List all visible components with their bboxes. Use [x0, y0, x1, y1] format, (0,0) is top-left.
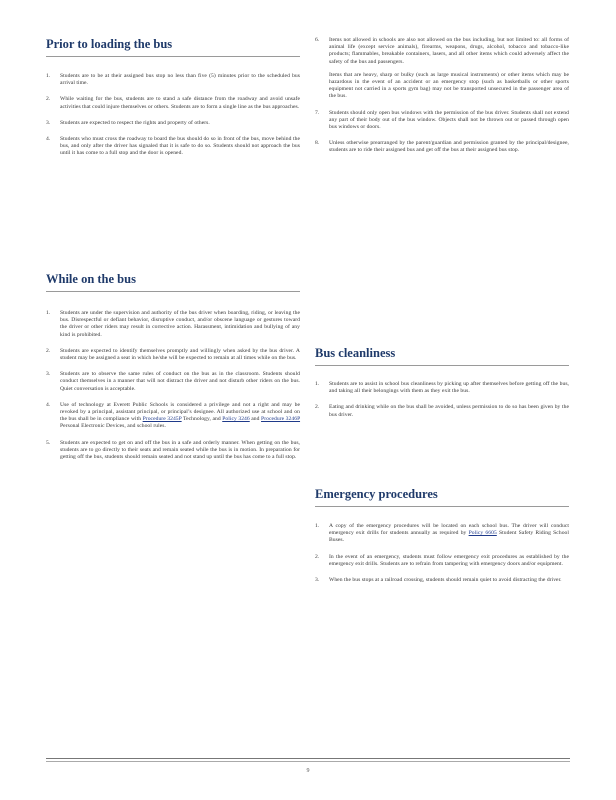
section-heading: Prior to loading the bus — [46, 37, 300, 57]
list-item: 2. Eating and drinking while on the bus shall be avoided, unless permission to do so has been given by the bus driver. — [315, 404, 569, 418]
list-item: 2. While waiting for the bus, students are to stand a safe distance from the roadway and avoid unsafe activities that could injure themselves or others. Students are to form a single line as the bus approaches. — [46, 96, 300, 110]
footer-divider — [46, 758, 570, 759]
while-list — [46, 310, 300, 461]
list-item-text: Students are under the supervision and authority of the bus driver when boarding, riding, or leaving the bus. Disrespectful or defiant behavior, disruptive conduct, and/or obscene language or gestures toward the driver or other riders may result in corrective action. Harassment, intimidation and bullying of any kind is prohibited. — [60, 310, 300, 338]
section-while-on-bus — [46, 272, 300, 470]
section-bus-cleanliness — [315, 346, 569, 428]
list-item-text: Students are expected to respect the rights and property of others. — [60, 119, 210, 126]
section-heading: While on the bus — [46, 272, 300, 292]
footer-divider — [46, 761, 570, 762]
list-item-text: Students are to assist in school bus cleanliness by picking up after themselves before getting off the bus, and taking all their belongings with them as they exit the bus. — [329, 381, 569, 395]
list-item: 4. Students who must cross the roadway to board the bus should do so in front of the bus, move behind the bus, and only after the driver has signaled that it is safe to do so. Students should not approach the bus until it has come to a full stop and the door is opened. — [46, 136, 300, 157]
section-heading: Emergency procedures — [315, 487, 569, 507]
list-item-text: Use of technology at Everett Public Schools is considered a privilege and not a right and may be revoked by a principal, assistant principal, or principal’s designee. All authorized use at school and on the bus shall be in compliance with Procedure 3245P Technology, and Policy 3246 and Procedure 3246P Personal Electronic Devices, and school rules. — [60, 401, 301, 430]
list-item-text: Students are expected to get on and off the bus in a safe and orderly manner. When getting on the bus, students are to go directly to their seats and remain seated while the bus is in motion. In preparation for getting off the bus, students should remain seated and not stand up until the bus has come to a full stop. — [60, 439, 300, 461]
cleanliness-list — [315, 381, 569, 419]
policy-6605-link[interactable]: Policy 6605 — [468, 530, 497, 537]
list-item-text: Eating and drinking while on the bus shall be avoided, unless permission to do so has been given by the bus driver. — [329, 404, 569, 418]
list-item-text: Students who must cross the roadway to board the bus should do so in front of the bus, move behind the bus, and only after the driver has signaled that it is safe to do so. Students should not approach the bus until it has come to a full stop and the door is opened. — [60, 136, 300, 157]
list-item-text: In the event of an emergency, students must follow emergency exit procedures as established by the emergency exit drills. Students are to refrain from tampering with emergency doors and/or equipment. — [329, 553, 569, 567]
list-item: 3. Students are to observe the same rules of conduct on the bus as in the classroom. Students should conduct themselves in a manner that will not distract the driver and not disturb other riders on the bus. Quiet conversation is acceptable. — [46, 371, 300, 392]
list-item: 5. Students are expected to get on and off the bus in a safe and orderly manner. When getting on the bus, students are to go directly to their seats and remain seated while the bus is in motion. In preparation for getting off the bus, students should remain seated and not stand up until the bus has come to a full stop. — [46, 439, 300, 461]
list-item-text: Students are expected to identify themselves promptly and willingly when asked by the bus driver. A student may be assigned a seat in which he/she will be expected to remain at all times while on the bus. — [60, 347, 300, 362]
list-item-text: While waiting for the bus, students are to stand a safe distance from the roadway and avoid unsafe activities that could injure themselves or others. Students are to form a single line as the bus approaches. — [60, 96, 300, 110]
list-item: 7. Students should only open bus windows with the permission of the bus driver. Students shall not extend any part of their body out of the bus window. Objects shall not be thrown out or passed through open bus windows or doors. — [315, 109, 569, 131]
list-item: 1. Students are to assist in school bus cleanliness by picking up after themselves before getting off the bus, and taking all their belongings with them as they exit the bus. — [315, 381, 569, 395]
list-item-text: A copy of the emergency procedures will be located on each school bus. The driver will conduct emergency exit drills for students annually as required by Policy 6605 Student Safety Riding School Buses. — [329, 523, 569, 544]
list-item-text: When the bus stops at a railroad crossing, students should remain quiet to avoid distracting the driver. — [329, 577, 562, 584]
list-item: 6. Items not allowed in schools are also not allowed on the bus including, but not limited to: all forms of animal life (except service animals), firearms, weapons, drugs, alcohol, tobacco and tobacco-like products; flammables, breakable containers, lasers, and all other items which could adversely affect the safety of the bus and passengers. Items that are heavy, sharp or bulky (such as large musical instruments) or other items which may be hazardous in the event of an accident or an emergency stop (such as basketballs or other sports equipment not carried in a sports gym bag) may not be transported unsecured in the passenger area of the bus. — [315, 37, 569, 100]
list-item: 2. In the event of an emergency, students must follow emergency exit procedures as established by the emergency exit drills. Students are to refrain from tampering with emergency doors and/or equipment. — [315, 553, 569, 567]
list-item: 8. Unless otherwise prearranged by the parent/guardian and permission granted by the principal/designee, students are to ride their assigned bus and get off the bus at their assigned bus stop. — [315, 140, 569, 154]
list-item: 1. Students are to be at their assigned bus stop no less than five (5) minutes prior to the scheduled bus arrival time. — [46, 73, 300, 87]
section-heading: Bus cleanliness — [315, 346, 569, 366]
list-item: 4. Use of technology at Everett Public Schools is considered a privilege and not a right and may be revoked by a principal, assistant principal, or principal’s designee. All authorized use at school and on the bus shall be in compliance with Procedure 3245P Technology, and Policy 3246 and Procedure 3246P Personal Electronic Devices, and school rules. — [46, 401, 301, 430]
list-item: 1. A copy of the emergency procedures will be located on each school bus. The driver will conduct emergency exit drills for students annually as required by Policy 6605 Student Safety Riding School Buses. — [315, 523, 569, 544]
list-item-text: Students should only open bus windows with the permission of the bus driver. Students shall not extend any part of their body out of the bus window. Objects shall not be thrown out or passed through open bus windows or doors. — [329, 109, 569, 131]
list-item: 3. Students are expected to respect the rights and property of others. — [46, 119, 210, 126]
procedure-3245p-link[interactable]: Procedure 3245P — [142, 416, 182, 423]
emergency-list — [315, 523, 569, 584]
policy-3246-link[interactable]: Policy 3246 — [222, 416, 250, 423]
list-item-text: Students are to be at their assigned bus stop no less than five (5) minutes prior to the scheduled bus arrival time. — [60, 73, 300, 87]
page-number: 9 — [306, 768, 310, 774]
procedure-3246p-link[interactable]: Procedure 3246P — [261, 416, 301, 423]
section-emergency-procedures — [315, 487, 569, 593]
list-item: 1. Students are under the supervision and authority of the bus driver when boarding, riding, or leaving the bus. Disrespectful or defiant behavior, disruptive conduct, and/or obscene language or gestures toward the driver or other riders may result in corrective action. Harassment, intimidation and bullying of any kind is prohibited. — [46, 310, 300, 338]
section-while-on-bus-continued — [315, 37, 569, 164]
prior-list — [46, 73, 300, 158]
list-item-text: Unless otherwise prearranged by the parent/guardian and permission granted by the principal/designee, students are to ride their assigned bus and get off the bus at their assigned bus stop. — [329, 140, 569, 154]
list-item-text: Items that are heavy, sharp or bulky (such as large musical instruments) or other items which may be hazardous in the event of an accident or an emergency stop (such as basketballs or other sports equipment not carried in a sports gym bag) may not be transported unsecured in the passenger area of the bus. — [329, 71, 569, 100]
section-prior-to-loading — [46, 37, 300, 167]
while-list-continued — [315, 37, 569, 155]
list-item: 2. Students are expected to identify themselves promptly and willingly when asked by the bus driver. A student may be assigned a seat in which he/she will be expected to remain at all times while on the bus. — [46, 347, 300, 362]
list-item-text: Items not allowed in schools are also not allowed on the bus including, but not limited to: all forms of animal life (except service animals), firearms, weapons, drugs, alcohol, tobacco and tobacco-like products; flammables, breakable containers, lasers, and all other items which could adversely affect the safety of the bus and passengers. — [329, 37, 569, 65]
list-item: 3. When the bus stops at a railroad crossing, students should remain quiet to avoid distracting the driver. — [315, 577, 562, 584]
list-item-text: Students are to observe the same rules of conduct on the bus as in the classroom. Students should conduct themselves in a manner that will not distract the driver and not disturb other riders on the bus. Quiet conversation is acceptable. — [60, 371, 300, 392]
